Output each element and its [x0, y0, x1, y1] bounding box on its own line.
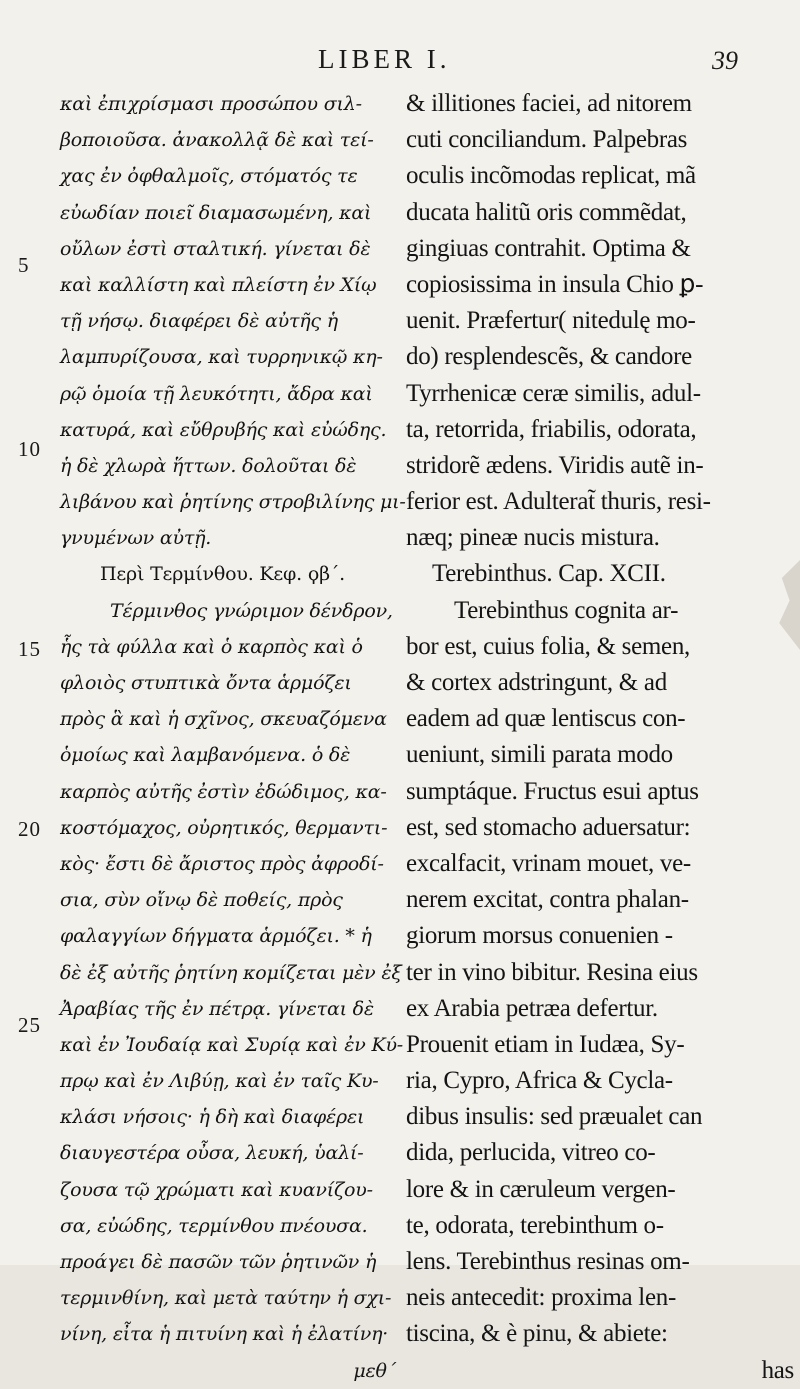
latin-line: oculis incõmodas replicat, mã — [406, 162, 696, 190]
greek-line: φλοιὸς στυπτικὰ ὄντα ἁρμόζει — [60, 672, 352, 694]
greek-line: δὲ ἐξ αὐτῆς ῥητίνη κομίζεται μὲν ἐξ — [60, 961, 402, 984]
latin-line: & cortex adstringunt, & ad — [406, 669, 667, 696]
line-number: 25 — [18, 1013, 41, 1037]
latin-line: ria, Cypro, Africa & Cycla- — [406, 1067, 673, 1095]
latin-line: dibus insulis: sed præualet can — [406, 1103, 703, 1131]
latin-line: nerem excitat, contra phalan- — [406, 886, 689, 914]
latin-line: Prouenit etiam in Iudæa, Sy- — [406, 1030, 685, 1058]
latin-line: næq; pineæ nucis mistura. — [406, 524, 660, 552]
latin-line: te, odorata, terebinthum o- — [406, 1211, 664, 1239]
greek-line: ζουσα τῷ χρώματι καὶ κυανίζου- — [60, 1178, 373, 1201]
latin-line: Tyrrhenicæ ceræ similis, adul- — [406, 379, 701, 407]
latin-line: Terebinthus cognita ar- — [454, 596, 679, 624]
greek-line: καὶ ἐπιχρίσμασι προσώπου σιλ- — [60, 93, 362, 115]
latin-chapter-heading: Terebinthus. Cap. XCII. — [432, 560, 666, 588]
greek-line: καὶ καλλίστη καὶ πλείστη ἐν Χίῳ — [60, 273, 377, 296]
latin-line: ferior est. Adulterat̃ thuris, resi- — [406, 488, 711, 516]
line-number: 20 — [18, 817, 41, 841]
page-header — [0, 44, 800, 84]
latin-line: cuti conciliandum. Palpebras — [406, 126, 688, 154]
latin-line: eadem ad quæ lentiscus con- — [406, 705, 686, 733]
line-number: 15 — [18, 637, 41, 661]
latin-line: ueniunt, simili parata modo — [406, 741, 673, 769]
greek-line: πρὸς ἃ καὶ ἡ σχῖνος, σκευαζόμενα — [60, 708, 387, 731]
greek-line: προάγει δὲ πασῶν τῶν ῥητινῶν ἡ — [60, 1251, 377, 1273]
latin-catchword: has — [761, 1356, 794, 1384]
greek-line: κλάσι νήσοις· ἡ δὴ καὶ διαφέρει — [60, 1106, 365, 1129]
running-title: LIBER I. — [318, 44, 451, 74]
greek-line: ρῷ ὁμοία τῇ λευκότητι, ἄδρα καὶ — [60, 382, 373, 405]
latin-line: tiscina, & è pinu, & abiete: — [406, 1320, 668, 1348]
latin-line: dida, perlucida, vitreo co- — [406, 1139, 656, 1167]
greek-line: καὶ ἐν Ἰουδαίᾳ καὶ Συρίᾳ καὶ ἐν Κύ- — [60, 1033, 404, 1056]
latin-line: gingiuas contrahit. Optima & — [406, 234, 691, 262]
greek-line: σα, εὐώδης, τερμίνθου πνέουσα. — [60, 1214, 368, 1237]
greek-line: κὸς· ἔστι δὲ ἄριστος πρὸς ἀφροδί- — [60, 852, 384, 875]
greek-line: σια, σὺν οἴνῳ δὲ ποθείς, πρὸς — [60, 889, 343, 912]
greek-text-column — [60, 86, 406, 1389]
latin-line: lens. Terebinthus resinas om- — [406, 1248, 690, 1275]
greek-line: διαυγεστέρα οὖσα, λευκή, ὑαλί- — [60, 1142, 364, 1165]
greek-line: καρπὸς αὐτῆς ἐστὶν ἐδώδιμος, κα- — [60, 780, 387, 803]
greek-line: λιβάνου καὶ ῥητίνης στροβιλίνης μι- — [60, 491, 406, 514]
line-number: 10 — [18, 437, 41, 461]
latin-line: ex Arabia petræa defertur. — [406, 994, 658, 1022]
greek-line: γνυμένων αὐτῇ. — [60, 527, 212, 550]
line-number-margin — [0, 0, 60, 1265]
latin-line: lore & in cæruleum vergen- — [406, 1175, 676, 1203]
latin-line: ter in vino bibitur. Resina eius — [406, 958, 698, 986]
greek-line: κοστόμαχος, οὐρητικός, θερμαντι- — [60, 816, 388, 839]
page-number: 39 — [712, 46, 738, 75]
latin-line: & illitiones faciei, ad nitorem — [406, 90, 692, 117]
greek-line: τῇ νήσῳ. διαφέρει δὲ αὐτῆς ἡ — [60, 310, 338, 333]
greek-line: λαμπυρίζουσα, καὶ τυρρηνικῷ κη- — [60, 346, 383, 369]
greek-line: ὁμοίως καὶ λαμβανόμενα. ὁ δὲ — [60, 744, 351, 767]
greek-line: ἧς τὰ φύλλα καὶ ὁ καρπὸς καὶ ὁ — [60, 635, 363, 658]
latin-line: bor est, cuius folia, & semen, — [406, 632, 690, 660]
greek-line: πρῳ καὶ ἐν Λιβύῃ, καὶ ἐν ταῖς Κυ- — [60, 1070, 379, 1093]
latin-line: giorum morsus conuenien - — [406, 922, 673, 950]
greek-line: εὐωδίαν ποιεῖ διαμασωμένη, καὶ — [60, 201, 372, 224]
latin-line: ducata halitũ oris commẽdat, — [406, 198, 687, 226]
greek-line: τερμινθίνη, καὶ μετὰ ταύτην ἡ σχι- — [60, 1287, 392, 1310]
latin-line: neis antecedit: proxima len- — [406, 1284, 676, 1312]
latin-line: sumptáque. Fructus esui aptus — [406, 777, 699, 805]
latin-line: excalfacit, vrinam mouet, ve- — [406, 849, 691, 877]
latin-line: ta, retorrida, friabilis, odorata, — [406, 415, 697, 443]
greek-line: Τέρμινθος γνώριμον δένδρον, — [110, 599, 393, 622]
latin-line: do) resplendescẽs, & candore — [406, 343, 692, 371]
latin-line: copiosissima in insula Chio ꝑ- — [406, 270, 704, 298]
greek-line: βοποιοῦσα. ἀνακολλᾷ δὲ καὶ τεί- — [60, 129, 374, 152]
latin-text-column — [406, 86, 796, 1389]
greek-chapter-heading: Περὶ Τερμίνθου. Κεφ. ϙβ´. — [100, 563, 345, 586]
greek-line: Ἀραβίας τῆς ἐν πέτρᾳ. γίνεται δὲ — [60, 997, 374, 1020]
greek-line: οὔλων ἐστὶ σταλτική. γίνεται δὲ — [60, 237, 371, 260]
greek-line: κατυρά, καὶ εὔθρυβής καὶ εὐώδης. — [60, 418, 387, 441]
greek-line: φαλαγγίων δήγματα ἁρμόζει. * ἡ — [60, 925, 372, 948]
latin-line: stridorẽ ædens. Viridis autẽ in- — [406, 451, 704, 479]
latin-line: est, sed stomacho aduersatur: — [406, 813, 691, 841]
greek-line: ἡ δὲ χλωρὰ ἥττων. δολοῦται δὲ — [60, 454, 357, 477]
line-number: 5 — [18, 253, 30, 277]
latin-line: uenit. Præfertur( nitedulę mo- — [406, 307, 696, 335]
greek-catchword: μεθ´ — [353, 1359, 396, 1382]
greek-line: νίνη, εἶτα ἡ πιτυίνη καὶ ἡ ἐλατίνη· — [60, 1323, 389, 1346]
greek-line: χας ἐν ὀφθαλμοῖς, στόματός τε — [60, 165, 358, 188]
